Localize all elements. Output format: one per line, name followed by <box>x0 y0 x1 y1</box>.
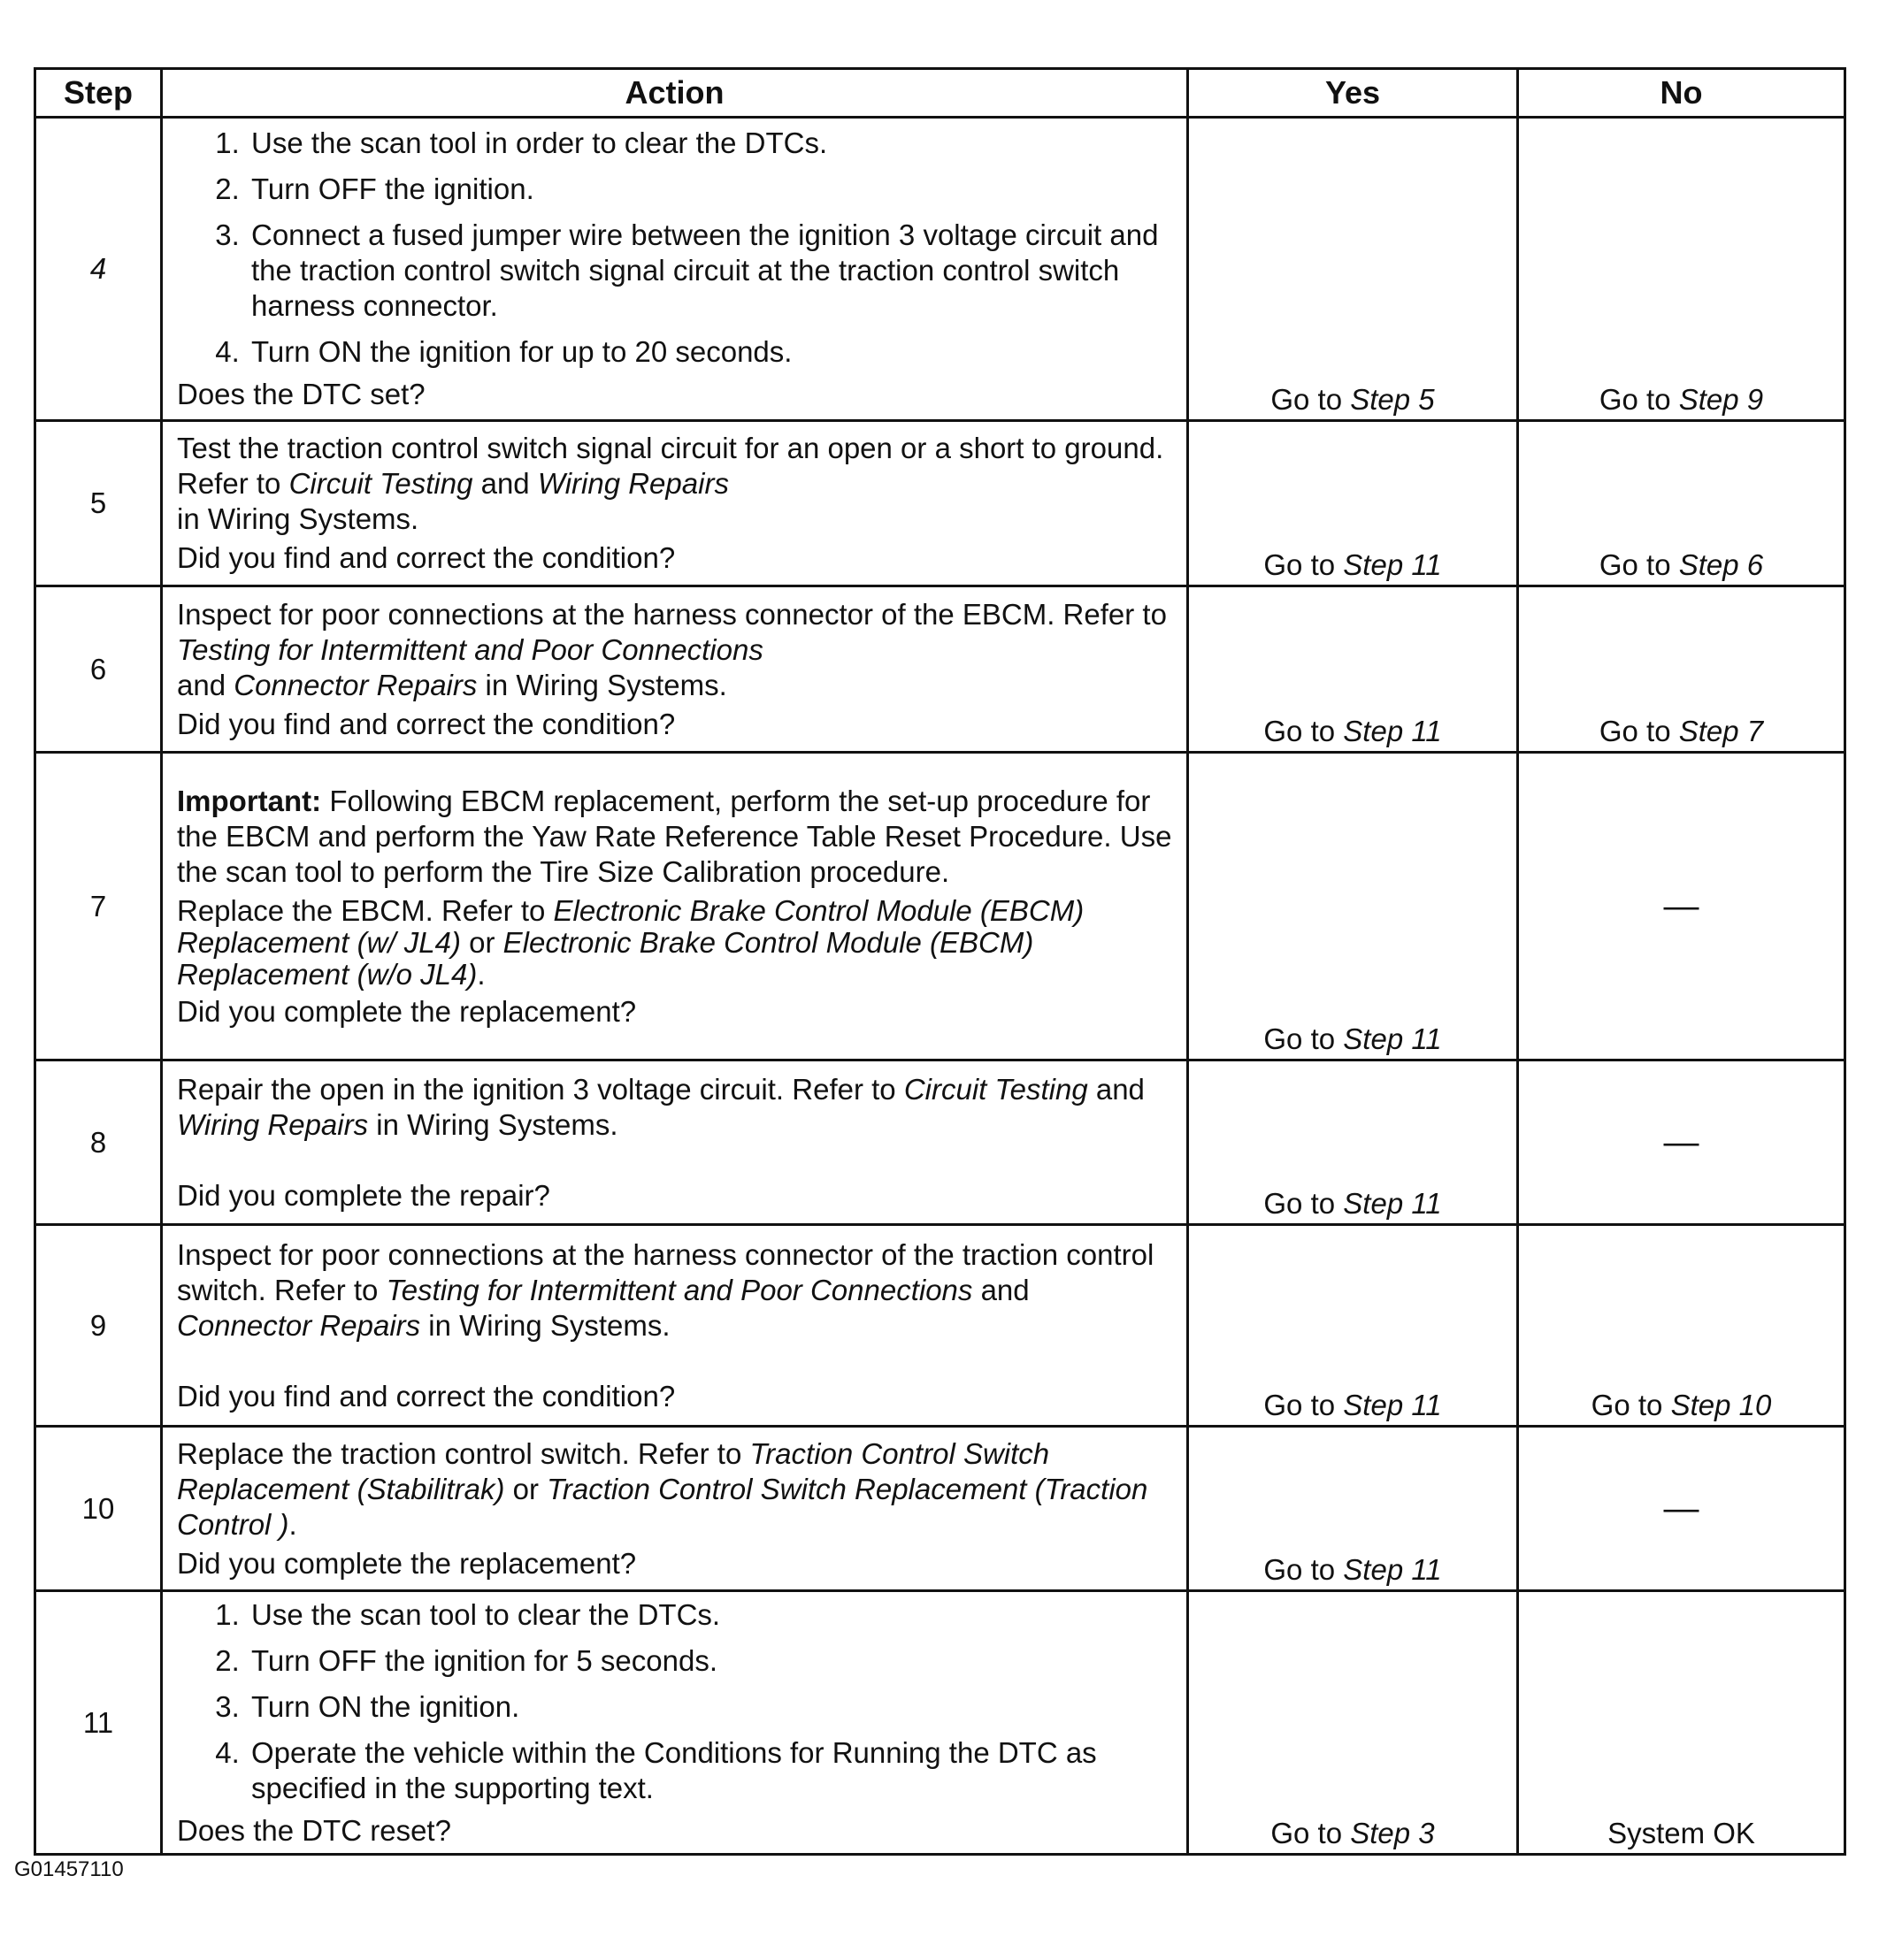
figure-id: G01457110 <box>14 1857 124 1881</box>
yes-cell <box>1188 1060 1518 1225</box>
header-no: No <box>1518 69 1845 118</box>
list-item: 2. Turn OFF the ignition. <box>248 172 1172 207</box>
instruction-text: Repair the open in the ignition 3 voltage circuit. Refer to Circuit Testing and Wiring Repairs in Wiring Systems. <box>177 1072 1145 1141</box>
no-outcome: Go to Step 6 <box>1599 548 1764 581</box>
question-text: Did you find and correct the condition? <box>177 541 676 574</box>
header-row <box>35 69 1845 118</box>
yes-cell <box>1188 586 1518 753</box>
yes-cell <box>1188 1427 1518 1591</box>
list-item: 3. Connect a fused jumper wire between the ignition 3 voltage circuit and the traction control switch signal circuit at the traction control switch harness connector. <box>248 218 1172 324</box>
table-row <box>35 586 1845 753</box>
action-cell <box>162 118 1188 421</box>
list-item: 1. Use the scan tool to clear the DTCs. <box>248 1597 1172 1633</box>
list-item: 2. Turn OFF the ignition for 5 seconds. <box>248 1643 1172 1679</box>
action-cell <box>162 1591 1188 1855</box>
header-yes: Yes <box>1188 69 1518 118</box>
no-outcome: — <box>1663 1122 1699 1161</box>
no-cell <box>1518 1427 1845 1591</box>
no-outcome: Go to Step 9 <box>1599 383 1764 416</box>
step-number: 6 <box>35 586 162 753</box>
no-outcome: — <box>1663 886 1699 925</box>
table-row <box>35 1060 1845 1225</box>
instruction-text: Replace the traction control switch. Refer to Traction Control Switch Replacement (Stabilitrak) or Traction Control Switch Replacement (Traction Control ). <box>177 1436 1148 1541</box>
no-cell <box>1518 421 1845 586</box>
no-outcome: — <box>1663 1489 1699 1527</box>
step-number: 10 <box>35 1427 162 1591</box>
no-outcome: Go to Step 10 <box>1591 1389 1772 1421</box>
instruction-text: Inspect for poor connections at the harness connector of the EBCM. Refer to Testing for Intermittent and Poor Connections and Connector Repairs in Wiring Systems. <box>177 597 1167 701</box>
action-cell <box>162 586 1188 753</box>
action-list <box>177 126 1172 370</box>
yes-outcome: Go to Step 11 <box>1263 1022 1442 1055</box>
question-text: Did you find and correct the condition? <box>177 707 676 740</box>
yes-outcome: Go to Step 11 <box>1263 548 1442 581</box>
yes-cell <box>1188 1591 1518 1855</box>
no-outcome: Go to Step 7 <box>1599 715 1764 747</box>
action-cell <box>162 421 1188 586</box>
question-text: Did you complete the replacement? <box>177 994 637 1028</box>
diagnostic-steps-table <box>34 67 1846 1856</box>
no-cell <box>1518 1225 1845 1427</box>
table-row <box>35 1427 1845 1591</box>
question-text: Did you find and correct the condition? <box>177 1379 676 1413</box>
step-number: 11 <box>35 1591 162 1855</box>
instruction-text: Inspect for poor connections at the harness connector of the traction control switch. Refer to Testing for Intermittent and Poor Connections and Connector Repairs in Wiring Systems. <box>177 1237 1154 1342</box>
step-number: 5 <box>35 421 162 586</box>
action-cell <box>162 1225 1188 1427</box>
question-text: Did you complete the repair? <box>177 1178 550 1212</box>
table-row <box>35 421 1845 586</box>
no-cell <box>1518 1060 1845 1225</box>
yes-outcome: Go to Step 11 <box>1263 1187 1442 1220</box>
yes-cell <box>1188 118 1518 421</box>
header-action: Action <box>162 69 1188 118</box>
list-item: 3. Turn ON the ignition. <box>248 1689 1172 1725</box>
no-outcome: System OK <box>1607 1817 1755 1849</box>
yes-cell <box>1188 1225 1518 1427</box>
no-cell <box>1518 118 1845 421</box>
yes-outcome: Go to Step 11 <box>1263 715 1442 747</box>
yes-outcome: Go to Step 11 <box>1263 1553 1442 1586</box>
question-text: Does the DTC set? <box>177 378 426 410</box>
no-cell <box>1518 753 1845 1060</box>
header-step: Step <box>35 69 162 118</box>
action-cell <box>162 1427 1188 1591</box>
step-number: 4 <box>35 118 162 421</box>
list-item: 4. Operate the vehicle within the Conditions for Running the DTC as specified in the supporting text. <box>248 1735 1172 1806</box>
list-item: 1. Use the scan tool in order to clear the DTCs. <box>248 126 1172 161</box>
instruction-text: Replace the EBCM. Refer to Electronic Brake Control Module (EBCM) Replacement (w/ JL4) or Electronic Brake Control Module (EBCM) Replacement (w/o JL4). <box>177 893 1085 991</box>
list-item: 4. Turn ON the ignition for up to 20 seconds. <box>248 334 1172 370</box>
table-row <box>35 1225 1845 1427</box>
table-row <box>35 1591 1845 1855</box>
yes-cell <box>1188 753 1518 1060</box>
yes-outcome: Go to Step 3 <box>1270 1817 1435 1849</box>
step-number: 8 <box>35 1060 162 1225</box>
yes-outcome: Go to Step 11 <box>1263 1389 1442 1421</box>
action-cell <box>162 753 1188 1060</box>
step-number: 9 <box>35 1225 162 1427</box>
action-cell <box>162 1060 1188 1225</box>
table-row <box>35 753 1845 1060</box>
instruction-text: Test the traction control switch signal circuit for an open or a short to ground. Refer to Circuit Testing and Wiring Repairs in Wiring Systems. <box>177 432 1164 535</box>
table-row <box>35 118 1845 421</box>
action-list <box>177 1597 1172 1806</box>
question-text: Does the DTC reset? <box>177 1813 451 1847</box>
step-number: 7 <box>35 753 162 1060</box>
no-cell <box>1518 1591 1845 1855</box>
question-text: Did you complete the replacement? <box>177 1546 637 1580</box>
important-note: Important: Following EBCM replacement, perform the set-up procedure for the EBCM and perform the Yaw Rate Reference Table Reset Procedure. Use the scan tool to perform the Tire Size Calibration procedure. <box>177 784 1172 888</box>
yes-outcome: Go to Step 5 <box>1270 383 1435 416</box>
no-cell <box>1518 586 1845 753</box>
yes-cell <box>1188 421 1518 586</box>
